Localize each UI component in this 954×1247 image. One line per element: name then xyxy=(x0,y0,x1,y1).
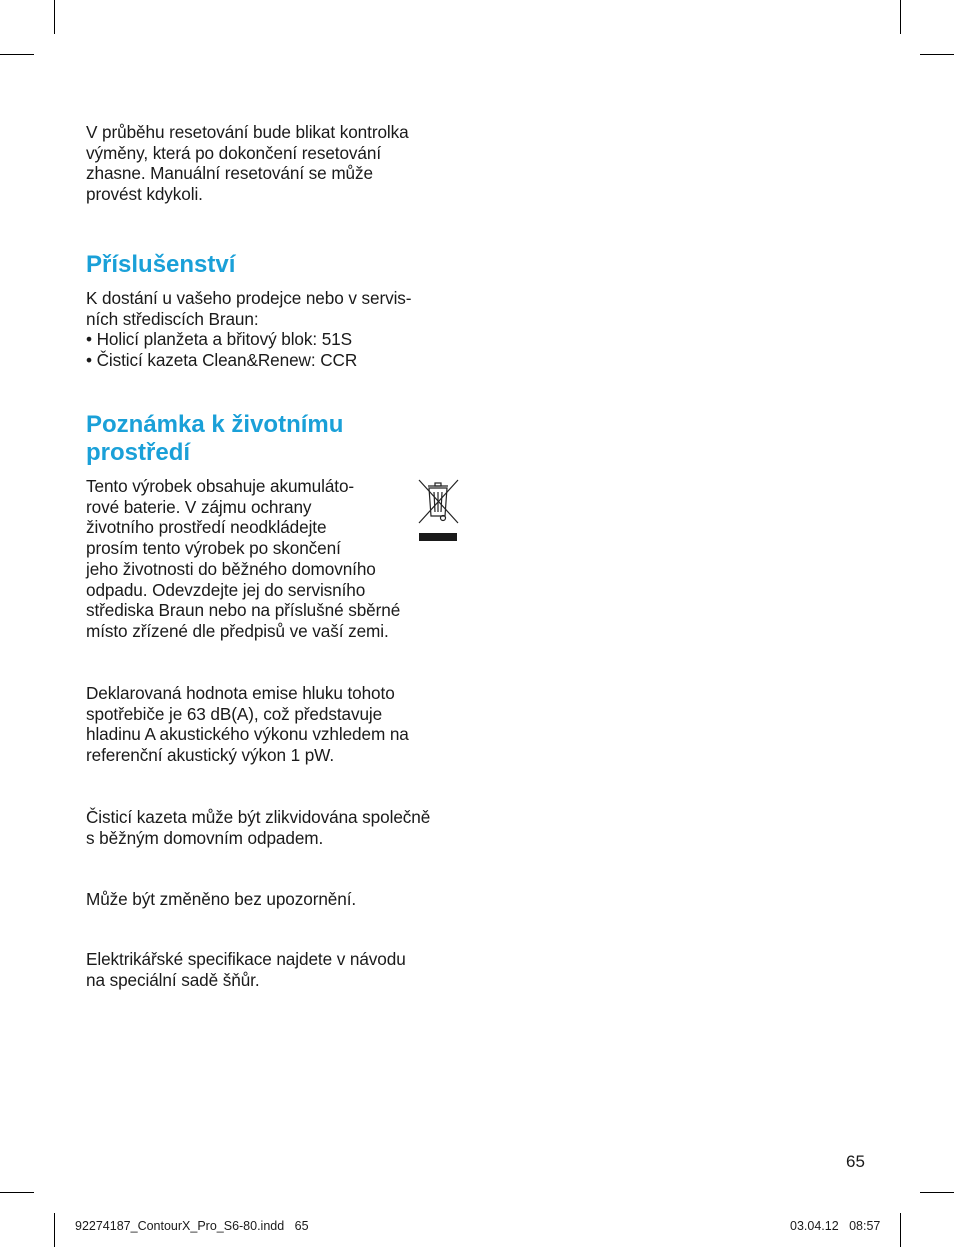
environment-paragraph: Tento výrobek obsahuje akumuláto- rové baterie. V zájmu ochrany životního prostředí neodkládejte prosím tento výrobek po skončení jeho životnosti do běžného domovního odpadu. Odevzdejte jej do servisního střediska Braun nebo na příslušné sběrné místo zřízené dle předpisů ve vaší zemi. xyxy=(86,476,401,641)
crop-mark xyxy=(920,54,954,55)
crop-mark xyxy=(900,1213,901,1247)
crossed-out-wheelie-bin-icon xyxy=(415,478,461,544)
cartridge-paragraph: Čisticí kazeta může být zlikvidována společně s běžným domovním odpadem. xyxy=(86,807,431,848)
crop-mark xyxy=(900,0,901,34)
crop-mark xyxy=(920,1192,954,1193)
electrical-paragraph: Elektrikářské specifikace najdete v návodu na speciální sadě šňůr. xyxy=(86,949,406,990)
reset-paragraph: V průběhu resetování bude blikat kontrolka výměny, která po dokončení resetování zhasne. Manuální resetování se může provést kdykoli. xyxy=(86,122,409,205)
crop-mark xyxy=(54,1213,55,1247)
crop-mark xyxy=(0,1192,34,1193)
environment-heading: Poznámka k životnímu prostředí xyxy=(86,411,344,466)
changes-paragraph: Může být změněno bez upozornění. xyxy=(86,889,357,909)
page-number: 65 xyxy=(846,1152,865,1171)
accessories-paragraph: K dostání u vašeho prodejce nebo v servis- ních střediscích Braun: • Holicí planžeta a břitový blok: 51S • Čisticí kazeta Clean&Renew: CCR xyxy=(86,288,411,371)
footer-timestamp: 03.04.12 08:57 xyxy=(790,1219,881,1233)
accessories-heading: Příslušenství xyxy=(86,251,236,278)
accessories-list xyxy=(86,329,411,370)
crop-mark xyxy=(54,0,55,34)
crop-mark xyxy=(0,54,34,55)
list-item: • Holicí planžeta a břitový blok: 51S xyxy=(86,329,411,350)
list-item: • Čisticí kazeta Clean&Renew: CCR xyxy=(86,350,411,371)
footer-filename: 92274187_ContourX_Pro_S6-80.indd 65 xyxy=(75,1219,309,1233)
noise-paragraph: Deklarovaná hodnota emise hluku tohoto spotřebiče je 63 dB(A), což představuje hladinu A akustického výkonu vzhledem na referenční akustický výkon 1 pW. xyxy=(86,683,409,766)
